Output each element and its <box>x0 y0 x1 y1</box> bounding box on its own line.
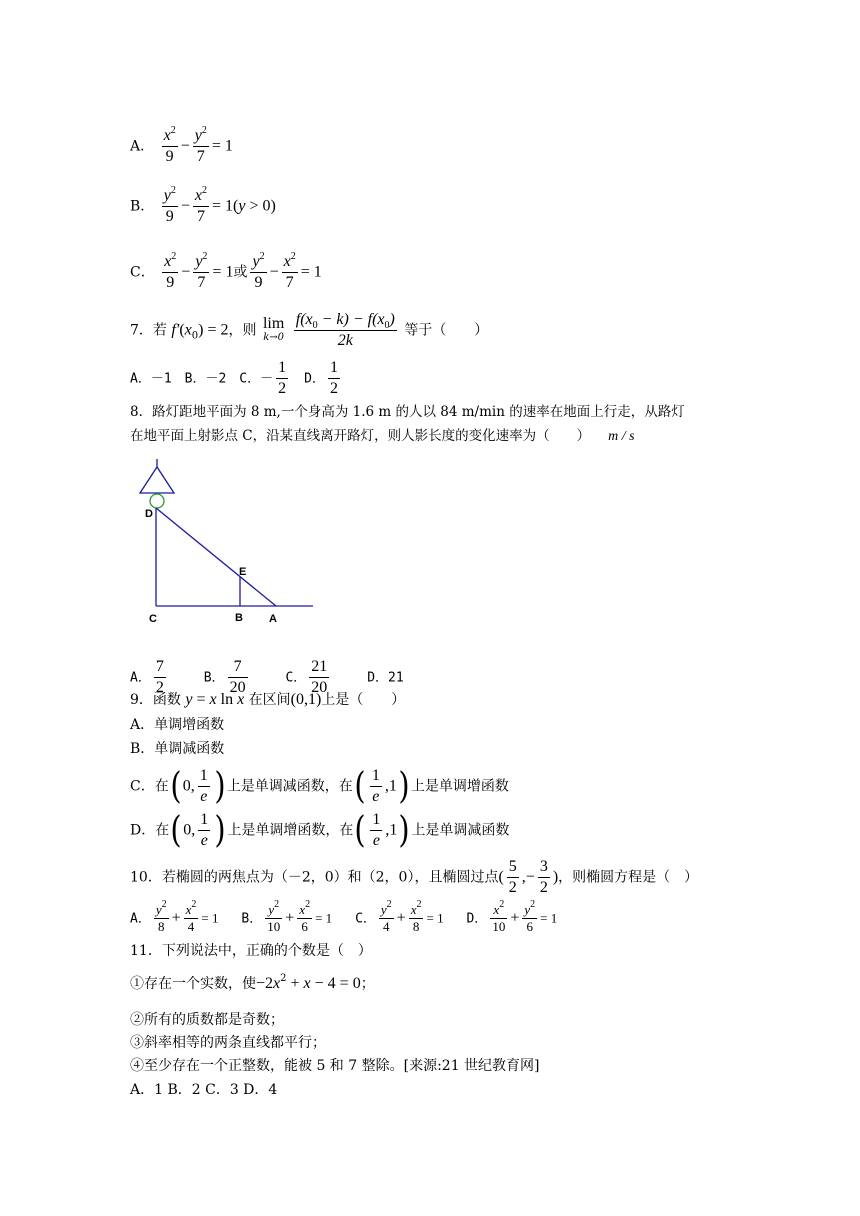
question-10-options: A． $\frac{y^2}{8}$ + $\frac{x^2}{4}$ = 1 B． $\frac{y^2}{10}$ + $\frac{x^2}{6}$ = 1 C． $\frac{y^2}{4}$ + $\frac{x^2}{8}$ = 1 D． $\frac{x^2}{10}$ + $\frac{y^2}{6}$ = 1 <box>130 899 558 934</box>
question-10: 10．若椭圆的两焦点为（－2，0）和（2，0），且椭圆过点( $\frac{5}{2}$ ,− $\frac{3}{2}$ )，则椭圆方程是（ ） <box>130 858 699 896</box>
question-9-option-c: C．在(0, $\frac{1}{e}$ )上是单调减函数，在( $\frac{1}{e}$ ,1)上是单调增函数 <box>130 765 509 807</box>
option-label: C． <box>130 264 155 281</box>
question-7-options: A．－1 B．－2 C．－ $\frac{1}{2}$ D． $\frac{1}{2}$ <box>130 359 338 397</box>
label-c: C <box>149 613 157 625</box>
option-label: A． <box>130 138 155 155</box>
question-8-line1: 8．路灯距地平面为 8 m,一个身高为 1.6 m 的人以 84 m/min 的速率在地面上行走，从路灯 <box>130 404 685 420</box>
question-9: 9．函数 y = x ln x 在区间(0,1)上是（ ） <box>130 691 406 708</box>
option-a-hyperbola: A． $\frac{x^2}{9}$ − $\frac{y^2}{7}$ = 1 <box>130 125 233 165</box>
question-9-option-b: B．单调减函数 <box>130 741 225 757</box>
label-a: A <box>269 613 277 625</box>
question-7: 7．若 $f'(x_0) = 2$，则 lim k→0 $\frac{f(x_0 - k) - f(x_0)}{2k}$ 等于（ ） <box>130 311 489 349</box>
light-ray-da <box>156 508 276 606</box>
label-e: E <box>239 566 247 578</box>
question-11-title: 11．下列说法中，正确的个数是（ ） <box>130 943 372 959</box>
lamp-bulb-circle <box>150 494 164 508</box>
lamp-shadow-diagram <box>130 455 330 630</box>
lamp-shade-triangle <box>140 467 174 493</box>
option-label: B． <box>130 198 155 215</box>
or-text: 或 <box>233 264 248 281</box>
question-11-statement-1: ①存在一个实数，使$-2x^2 + x - 4 = 0$； <box>130 973 375 992</box>
option-c-hyperbola: C． $\frac{x^2}{9}$ − $\frac{y^2}{7}$ = 1或 $\frac{y^2}{9}$ − $\frac{x^2}{7}$ = 1 <box>130 251 322 291</box>
label-d: D <box>145 508 153 520</box>
question-11-statement-4: ④至少存在一个正整数，能被 5 和 7 整除。[来源:21 世纪教育网] <box>130 1058 540 1074</box>
label-b: B <box>235 612 243 624</box>
option-b-hyperbola: B． $\frac{y^2}{9}$ − $\frac{x^2}{7}$ = 1(y > 0) <box>130 185 276 225</box>
question-8-line2: 在地平面上射影点 C，沿某直线离开路灯，则人影长度的变化速率为（ ） m / s <box>130 428 635 444</box>
question-8-options: A． $\frac{7}{2}$ B． $\frac{7}{20}$ C． $\frac{21}{20}$ D．21 <box>130 658 404 696</box>
question-9-option-d: D．在(0, $\frac{1}{e}$ )上是单调增函数，在( $\frac{1}{e}$ ,1)上是单调减函数 <box>130 809 510 851</box>
question-11-options: A．1 B．2 C．3 D．4 <box>130 1082 278 1098</box>
question-11-statement-3: ③斜率相等的两条直线都平行； <box>130 1035 326 1051</box>
question-9-option-a: A．单调增函数 <box>130 717 225 733</box>
question-11-statement-2: ②所有的质数都是奇数； <box>130 1012 284 1028</box>
